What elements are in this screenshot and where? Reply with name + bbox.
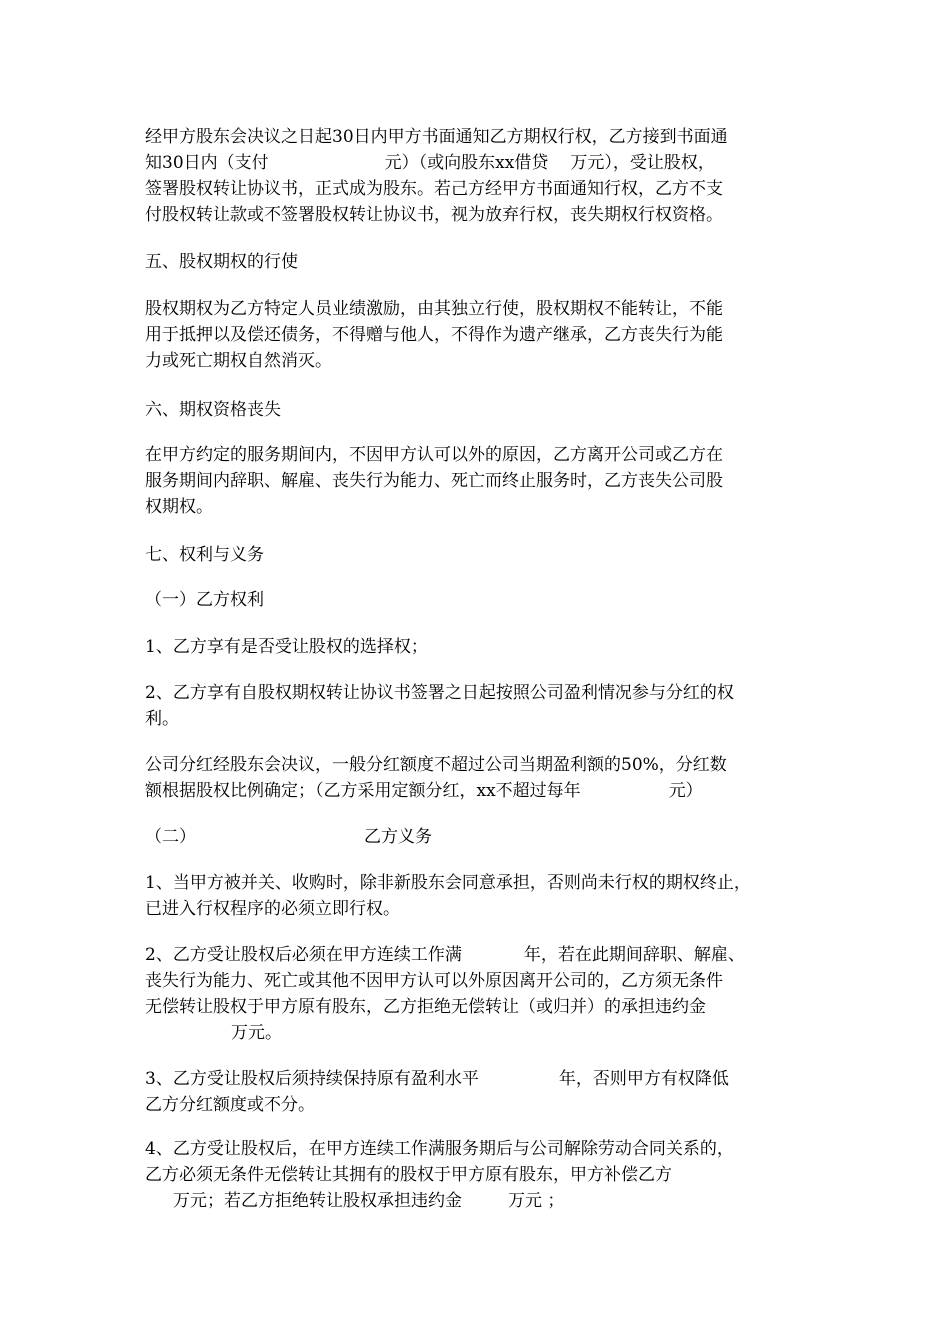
obligations-item-4: 4、乙方受让股权后，在甲方连续工作满服务期后与公司解除劳动合同关系的， 乙方必须无条件无偿转让其拥有的股权于甲方原有股东，甲方补偿乙方 万元；若乙方拒绝转让股权承担违约金 万元 ；	[145, 1139, 734, 1211]
obligations-item-1: 1、当甲方被并关、收购时，除非新股东会同意承担，否则尚未行权的期权终止， 已进入行权程序的必须立即行权。	[145, 873, 751, 919]
section-heading-6: 六、期权资格丧失	[145, 400, 281, 420]
rights-item-1: 1、乙方享有是否受让股权的选择权；	[145, 637, 428, 657]
section-heading-5: 五、股权期权的行使	[145, 252, 298, 272]
subsection-heading-obligations: （二） 乙方义务	[145, 827, 432, 847]
paragraph-qualification-loss: 在甲方约定的服务期间内，不因甲方认可以外的原因，乙方离开公司或乙方在 服务期间内辞职、解雇、丧失行为能力、死亡而终止服务时，乙方丧失公司股 权期权。	[145, 445, 723, 517]
paragraph-exercise-notice: 经甲方股东会决议之日起30日内甲方书面通知乙方期权行权，乙方接到书面通 知30日内（支付 元）（或向股东xx借贷 万元），受让股权， 签署股权转让协议书，正式成为股东。若己方经甲方书面通知行权，乙方不支 付股权转让款或不签署股权转让协议书，视为放弃行权，丧失期权行权资格。	[145, 127, 728, 225]
section-heading-7: 七、权利与义务	[145, 545, 264, 565]
subsection-heading-rights: （一）乙方权利	[145, 590, 264, 610]
obligations-item-2: 2、乙方受让股权后必须在甲方连续工作满 年，若在此期间辞职、解雇、 丧失行为能力、死亡或其他不因甲方认可以外原因离开公司的，乙方须无条件 无偿转让股权于甲方原有股东，乙方拒绝无偿转让（或归并）的承担违约金 万元。	[145, 945, 745, 1043]
paragraph-dividend: 公司分红经股东会决议，一般分红额度不超过公司当期盈利额的50%，分红数 额根据股权比例确定；（乙方采用定额分红，xx不超过每年 元）	[145, 755, 727, 801]
obligations-item-3: 3、乙方受让股权后须持续保持原有盈利水平 年，否则甲方有权降低 乙方分红额度或不分。	[145, 1069, 729, 1115]
rights-item-2: 2、乙方享有自股权期权转让协议书签署之日起按照公司盈利情况参与分红的权 利。	[145, 683, 734, 729]
paragraph-option-exercise: 股权期权为乙方特定人员业绩激励，由其独立行使，股权期权不能转让，不能 用于抵押以及偿还债务，不得赠与他人，不得作为遗产继承，乙方丧失行为能 力或死亡期权自然消灭。	[145, 299, 723, 371]
